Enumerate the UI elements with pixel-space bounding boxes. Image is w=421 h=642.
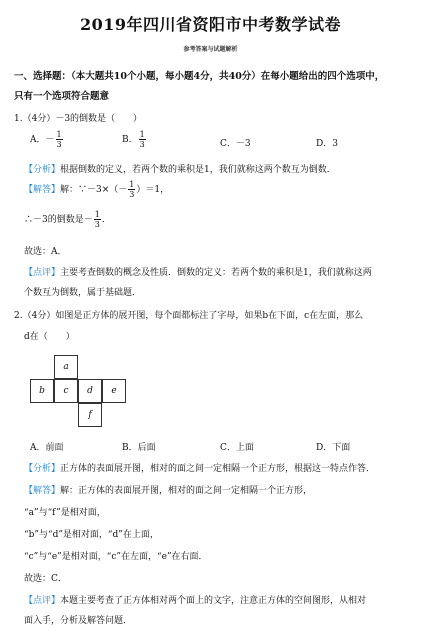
q1-solution — [24, 180, 409, 199]
document-subtitle: 参考答案与试题解析 — [183, 46, 238, 53]
q1-solution-num: 1 — [129, 180, 135, 189]
q2-pair3: “c”与“e”是相对面，“c”在左面，“e”在右面． — [24, 552, 208, 562]
q1-conclusion-fraction — [94, 210, 101, 229]
q1-comment-line2: 个数互为倒数，属于基础题． — [24, 288, 142, 298]
q1-option-b-fraction — [139, 130, 146, 149]
q1-option-a-num: 1 — [56, 130, 62, 139]
q1-option-b-num: 1 — [139, 130, 145, 139]
q1-choose: 故选：A． — [24, 247, 67, 257]
q2-choose: 故选：C． — [24, 574, 67, 584]
q1-conclusion-text-a: ∴－3的倒数是－ — [24, 215, 93, 225]
q1-option-a-fraction — [56, 130, 63, 149]
q1-comment — [24, 265, 409, 278]
q2-analysis — [24, 461, 409, 474]
q1-conclusion-den: 3 — [94, 220, 100, 229]
q1-option-a — [30, 130, 64, 149]
q2-comment — [24, 593, 409, 606]
q1-option-b — [122, 130, 147, 149]
q1-conclusion-text-b: ． — [101, 215, 111, 225]
cube-net-figure — [30, 355, 130, 431]
net-face-b: b — [30, 379, 54, 403]
q1-option-d: D．3 — [316, 139, 338, 149]
q1-comment-text1: 主要考查倒数的概念及性质．倒数的定义：若两个数的乘积是1，我们就称这两 — [60, 268, 372, 278]
q1-option-a-label: A．－ — [30, 135, 55, 145]
q1-stem: 1.（4分）－3的倒数是（ ） — [14, 114, 143, 124]
net-face-c: c — [54, 379, 78, 403]
document-title: 2019年四川省资阳市中考数学试卷 — [79, 15, 342, 34]
q1-solution-fraction — [128, 180, 135, 199]
q1-option-b-den: 3 — [139, 140, 145, 149]
q2-solution — [24, 483, 409, 496]
q2-comment-tag: 【点评】 — [24, 596, 61, 606]
q2-analysis-text: 正方体的表面展开图，相对的面之间一定相隔一个正方形，根据这一特点作答． — [60, 464, 376, 474]
net-face-f: f — [78, 403, 102, 427]
q2-comment-line2: 面入手，分析及解答问题． — [24, 616, 133, 626]
q2-stem-line2: d在（ ） — [24, 332, 75, 342]
q2-solution-tag: 【解答】 — [24, 486, 61, 496]
q1-solution-text-b: ）＝1， — [136, 185, 170, 195]
q2-analysis-tag: 【分析】 — [24, 464, 61, 474]
net-face-a: a — [54, 355, 78, 379]
q1-analysis-tag: 【分析】 — [24, 165, 61, 175]
net-face-e: e — [102, 379, 126, 403]
q2-stem-line1: 2.（4分）如图是正方体的展开图，每个面都标注了字母，如果b在下面，c在左面，那么 — [14, 311, 364, 321]
q2-comment-text1: 本题主要考查了正方体相对两个面上的文字，注意正方体的空间图形，从相对 — [60, 596, 367, 606]
q2-pair2: “b”与“d”是相对面，“d”在上面， — [24, 530, 159, 540]
q1-solution-den: 3 — [129, 190, 135, 199]
q1-option-c: C．－3 — [220, 139, 251, 149]
q1-solution-tag: 【解答】 — [24, 185, 61, 195]
q2-pair1: “a”与“f”是相对面， — [24, 508, 106, 518]
q1-comment-tag: 【点评】 — [24, 268, 61, 278]
q1-option-a-den: 3 — [56, 140, 62, 149]
q1-option-b-label: B． — [122, 135, 138, 145]
q1-conclusion-num: 1 — [94, 210, 100, 219]
q2-option-a: A．前面 — [30, 443, 64, 453]
q1-conclusion — [24, 210, 409, 229]
q2-option-c: C．上面 — [220, 443, 254, 453]
section-heading-line2: 只有一个选项符合题意 — [14, 91, 110, 102]
q2-solution-text: 解：正方体的表面展开图，相对的面之间一定相隔一个正方形， — [60, 486, 313, 496]
section-heading-line1: 一、选择题：（本大题共10个小题，每小题4分，共40分）在每小题给出的四个选项中， — [14, 71, 385, 82]
q1-analysis — [24, 162, 409, 175]
net-face-d: d — [78, 379, 102, 403]
q2-option-d: D．下面 — [316, 443, 351, 453]
q2-option-b: B．后面 — [122, 443, 156, 453]
q1-solution-text-a: 解：∵－3×（－ — [60, 185, 128, 195]
q1-analysis-text: 根据倒数的定义，若两个数的乘积是1，我们就称这两个数互为倒数． — [60, 165, 336, 175]
